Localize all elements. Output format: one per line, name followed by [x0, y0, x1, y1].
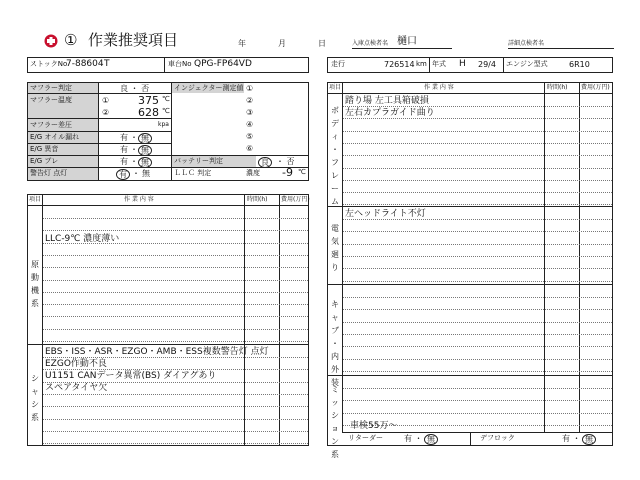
left-col-item: 項目	[29, 196, 42, 203]
ruled-line	[43, 243, 308, 244]
electrical-section-label: 電 気 廻 り	[331, 224, 339, 272]
ruled-line	[343, 334, 612, 335]
warning-yes-circled: 有	[116, 169, 130, 180]
inspector-label: 入庫点検者名	[352, 40, 389, 47]
stock-label: ストックNo	[30, 60, 68, 68]
noise-no-circled: 無	[138, 145, 152, 156]
diff-lock-no-circled: 無	[582, 434, 596, 445]
muffler-temp-2: 628	[138, 106, 159, 119]
ruled-line	[343, 268, 612, 269]
muffler-temp-label: マフラー温度	[30, 96, 72, 104]
chassis-row-3: U1151 CANデータ異常(BS) ダイアグあり	[45, 371, 217, 381]
body-row-1: 踏り場 左工具箱破損	[345, 96, 429, 106]
chassis-row-2: EZGO作動不良	[45, 359, 107, 369]
shake-label: E/G ブレ	[30, 157, 59, 165]
battery-label: バッテリー判定	[174, 157, 223, 165]
ruled-line	[43, 304, 308, 305]
muffler-temp-unit1: ℃	[162, 95, 170, 103]
inspector-name: 樋口	[397, 36, 417, 47]
noise-label: E/G 異音	[30, 145, 59, 153]
muffler-temp-1: 375	[138, 94, 159, 107]
ruled-line	[343, 231, 612, 232]
warning-no: 無	[142, 169, 150, 178]
ruled-line	[343, 180, 612, 181]
injector-1: ①	[246, 84, 254, 93]
muffler-temp-unit2: ℃	[162, 107, 170, 115]
injector-3: ③	[246, 108, 254, 117]
elec-row-1: 左ヘッドライト不灯	[345, 209, 426, 219]
retarder-yes: 有 ・	[404, 434, 423, 443]
ruled-line	[43, 267, 308, 268]
section-number: ①	[64, 31, 78, 49]
engine-section-label: 原 動 機 系	[31, 260, 39, 308]
ruled-line	[43, 382, 308, 383]
right-col-cost: 費用(万円)	[581, 84, 610, 91]
diff-lock-label: デフロック	[480, 434, 515, 442]
km-unit: km	[416, 60, 427, 68]
logo-icon	[44, 34, 58, 48]
muffler-temp-mark2: ②	[102, 108, 110, 117]
ruled-line	[343, 118, 612, 119]
right-col-item: 項目	[329, 84, 342, 91]
ruled-line	[43, 406, 308, 407]
shake-yes: 有	[120, 157, 128, 166]
muffler-press-unit: kpa	[158, 121, 169, 128]
chassis-section-label: シ ャ シ 系	[31, 374, 39, 422]
llc-conc-label: 濃度	[246, 169, 260, 177]
engine-type-value: 6R10	[569, 60, 590, 69]
inspector-underline	[352, 48, 452, 49]
era-value: H	[459, 59, 466, 69]
year-label: 年式	[432, 60, 446, 68]
date-day-label: 日	[318, 39, 326, 48]
ruled-line	[343, 297, 612, 298]
ruled-line	[43, 316, 308, 317]
mission-section-label: ミ ッ シ ョ ン 系	[331, 385, 339, 459]
oil-leak-no-circled: 無	[138, 133, 152, 144]
engine-type-label: エンジン型式	[506, 60, 548, 68]
ruled-line	[343, 425, 612, 426]
diff-lock-yes: 有 ・	[562, 434, 581, 443]
llc-label: ＬＬＣ 判定	[174, 169, 212, 177]
date-year-label: 年	[238, 39, 246, 48]
ruled-line	[343, 309, 612, 310]
oil-leak-yes: 有	[120, 133, 128, 142]
engine-row-1: LLC-9℃ 濃度薄い	[45, 234, 120, 244]
chassis-row-4: スペアタイヤ欠	[45, 383, 108, 393]
ruled-line	[43, 419, 308, 420]
ruled-line	[43, 218, 308, 219]
muffler-press-label: マフラー差圧	[30, 121, 72, 129]
oil-leak-label: E/G オイル漏れ	[30, 133, 80, 141]
chassis-row-1: EBS・ISS・ASR・EZGO・AMB・ESS複数警告灯 点灯	[45, 347, 269, 357]
retarder-label: リターダー	[348, 434, 383, 442]
ruled-line	[43, 280, 308, 281]
muffler-judge-label: マフラー判定	[30, 84, 72, 92]
noise-yes: 有	[120, 145, 128, 154]
llc-value: -9	[282, 166, 293, 179]
body-frame-section-label: ボ デ ィ ・ フ レ ー ム	[331, 106, 339, 206]
detail-inspector-underline	[508, 48, 614, 49]
ruled-line	[343, 281, 612, 282]
right-col-time: 時間(h)	[547, 84, 568, 91]
ruled-line	[343, 192, 612, 193]
ruled-line	[343, 131, 612, 132]
ruled-line	[43, 357, 308, 358]
left-col-work: 作 業 内 容	[124, 196, 154, 203]
ruled-line	[43, 255, 308, 256]
body-row-2: 左右カプラガイド曲り	[345, 108, 435, 118]
left-work-table	[27, 194, 309, 446]
ruled-line	[43, 341, 308, 342]
ruled-line	[43, 369, 308, 370]
ruled-line	[343, 143, 612, 144]
ruled-line	[343, 155, 612, 156]
left-col-time: 時間(h)	[247, 196, 268, 203]
ruled-line	[43, 230, 308, 231]
ruled-line	[343, 322, 612, 323]
battery-good-circled: 良	[258, 157, 272, 168]
injector-5: ⑤	[246, 132, 254, 141]
ruled-line	[343, 388, 612, 389]
stock-value: 7-88604	[66, 59, 104, 69]
stock-suffix: T	[104, 59, 110, 69]
muffler-temp-mark1: ①	[102, 96, 110, 105]
page-title: 作業推奨項目	[88, 31, 179, 49]
battery-bad: ・ 否	[276, 157, 295, 166]
model-year-value: 29/4	[478, 60, 496, 69]
retarder-no-circled: 無	[424, 434, 438, 445]
mileage-label: 走行	[331, 60, 345, 68]
ruled-line	[343, 256, 612, 257]
ruled-line	[343, 244, 612, 245]
ruled-line	[343, 346, 612, 347]
date-month-label: 月	[278, 39, 286, 48]
ruled-line	[343, 168, 612, 169]
injector-label: インジェクター測定値	[174, 84, 244, 92]
ruled-line	[43, 443, 308, 444]
ruled-line	[343, 204, 612, 205]
ruled-line	[343, 400, 612, 401]
injector-2: ②	[246, 96, 254, 105]
ruled-line	[43, 394, 308, 395]
ruled-line	[343, 219, 612, 220]
ruled-line	[43, 431, 308, 432]
right-col-work: 作 業 内 容	[424, 84, 454, 91]
ruled-line	[43, 329, 308, 330]
muffler-judge-value: 良 ・ 否	[120, 84, 150, 93]
ruled-line	[343, 359, 612, 360]
mileage-value: 726514	[384, 60, 415, 69]
warning-lamp-label: 警告灯 点灯	[30, 169, 68, 177]
injector-4: ④	[246, 120, 254, 129]
detail-inspector-label: 詳細点検者名	[508, 40, 545, 47]
ruled-line	[343, 106, 612, 107]
injector-6: ⑥	[246, 144, 254, 153]
chassis-value: QPG-FP64VD	[194, 59, 252, 69]
shake-no-circled: 無	[138, 157, 152, 168]
llc-unit: ℃	[298, 168, 306, 176]
cab-section-label: キ ャ ブ ・ 内 外 装	[331, 300, 339, 387]
mission-row-1: 車検55万～	[350, 421, 398, 431]
chassis-label: 車台No	[168, 60, 192, 68]
left-col-cost: 費用(万円)	[281, 196, 310, 203]
ruled-line	[343, 371, 612, 372]
right-work-table	[327, 82, 613, 446]
ruled-line	[43, 292, 308, 293]
ruled-line	[343, 413, 612, 414]
